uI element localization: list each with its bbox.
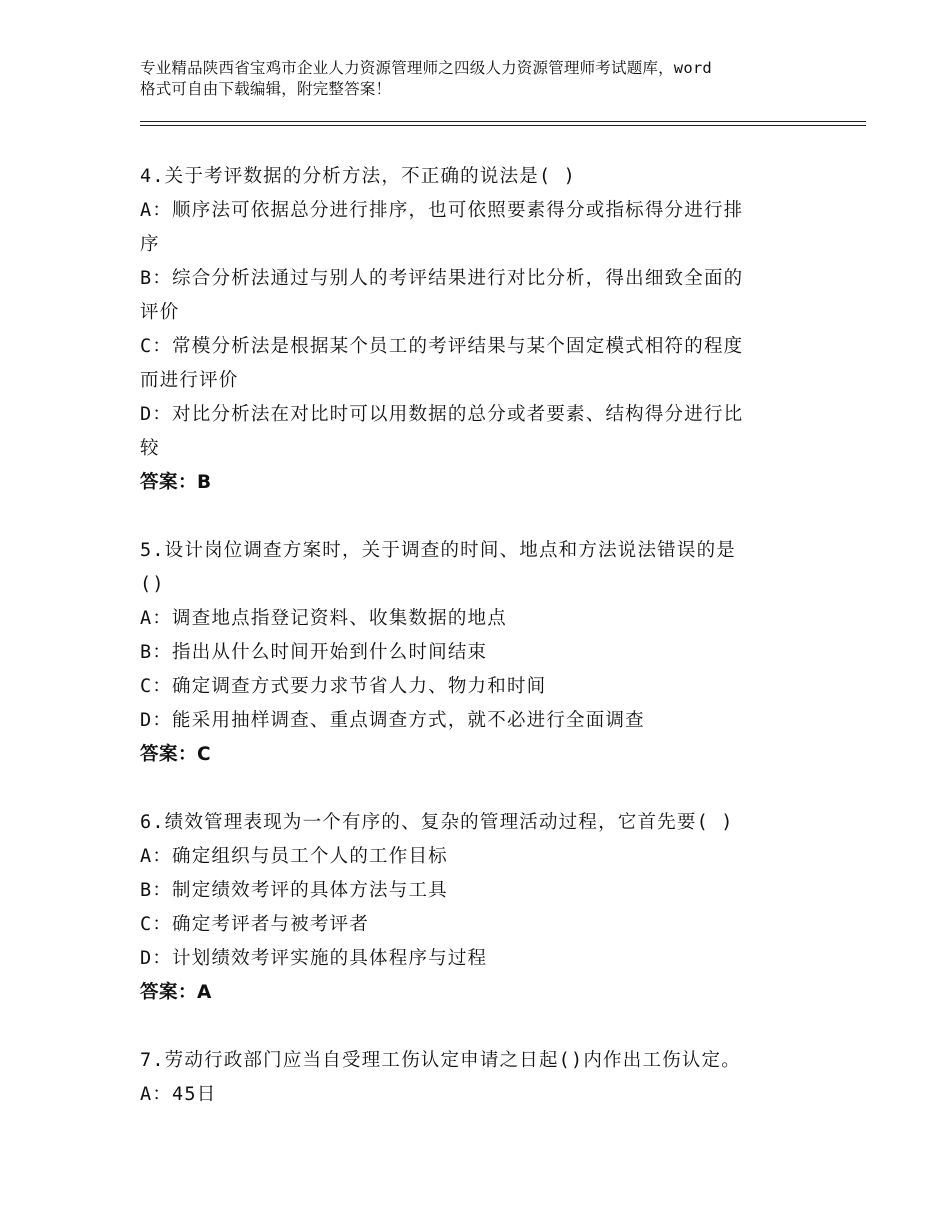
- question-6: [140, 806, 820, 1010]
- option-a-continued: 序: [140, 234, 160, 255]
- question-4: [140, 160, 820, 500]
- question-5: [140, 534, 820, 772]
- header-divider-bottom: [140, 125, 866, 126]
- document-header: [140, 58, 840, 100]
- option-c: C：确定调查方式要力求节省人力、物力和时间: [140, 676, 547, 697]
- header-line-2: 格式可自由下载编辑，附完整答案！: [140, 80, 392, 98]
- option-d-continued: 较: [140, 438, 160, 459]
- option-a: A：调查地点指登记资料、收集数据的地点: [140, 608, 507, 629]
- option-d: D：计划绩效考评实施的具体程序与过程: [140, 948, 488, 969]
- question-text: 7.劳动行政部门应当自受理工伤认定申请之日起()内作出工伤认定。: [140, 1050, 741, 1071]
- question-text: 4.关于考评数据的分析方法，不正确的说法是( ): [140, 166, 576, 187]
- question-text: 6.绩效管理表现为一个有序的、复杂的管理活动过程，它首先要( ): [140, 812, 734, 833]
- answer: 答案：B: [140, 472, 212, 493]
- spacer: [140, 1010, 820, 1044]
- answer: 答案：C: [140, 744, 212, 765]
- option-d: D：对比分析法在对比时可以用数据的总分或者要素、结构得分进行比: [140, 404, 744, 425]
- answer: 答案：A: [140, 982, 212, 1003]
- option-c-continued: 而进行评价: [140, 370, 239, 391]
- header-divider-top: [140, 121, 866, 122]
- question-text: 5.设计岗位调查方案时，关于调查的时间、地点和方法说法错误的是: [140, 540, 736, 561]
- option-b: B：制定绩效考评的具体方法与工具: [140, 880, 448, 901]
- option-a: A：顺序法可依据总分进行排序，也可依照要素得分或指标得分进行排: [140, 200, 744, 221]
- question-text-continued: (): [140, 574, 165, 595]
- spacer: [140, 500, 820, 534]
- option-b-continued: 评价: [140, 302, 180, 323]
- option-a: A：45日: [140, 1084, 217, 1105]
- option-c: C：常模分析法是根据某个员工的考评结果与某个固定模式相符的程度: [140, 336, 744, 357]
- header-line-1: 专业精品陕西省宝鸡市企业人力资源管理师之四级人力资源管理师考试题库，word: [140, 59, 712, 77]
- option-a: A：确定组织与员工个人的工作目标: [140, 846, 448, 867]
- question-list: [140, 160, 820, 1112]
- option-b: B：指出从什么时间开始到什么时间结束: [140, 642, 488, 663]
- spacer: [140, 772, 820, 806]
- question-7: [140, 1044, 820, 1112]
- option-b: B：综合分析法通过与别人的考评结果进行对比分析，得出细致全面的: [140, 268, 744, 289]
- option-c: C：确定考评者与被考评者: [140, 914, 370, 935]
- option-d: D：能采用抽样调查、重点调查方式，就不必进行全面调查: [140, 710, 645, 731]
